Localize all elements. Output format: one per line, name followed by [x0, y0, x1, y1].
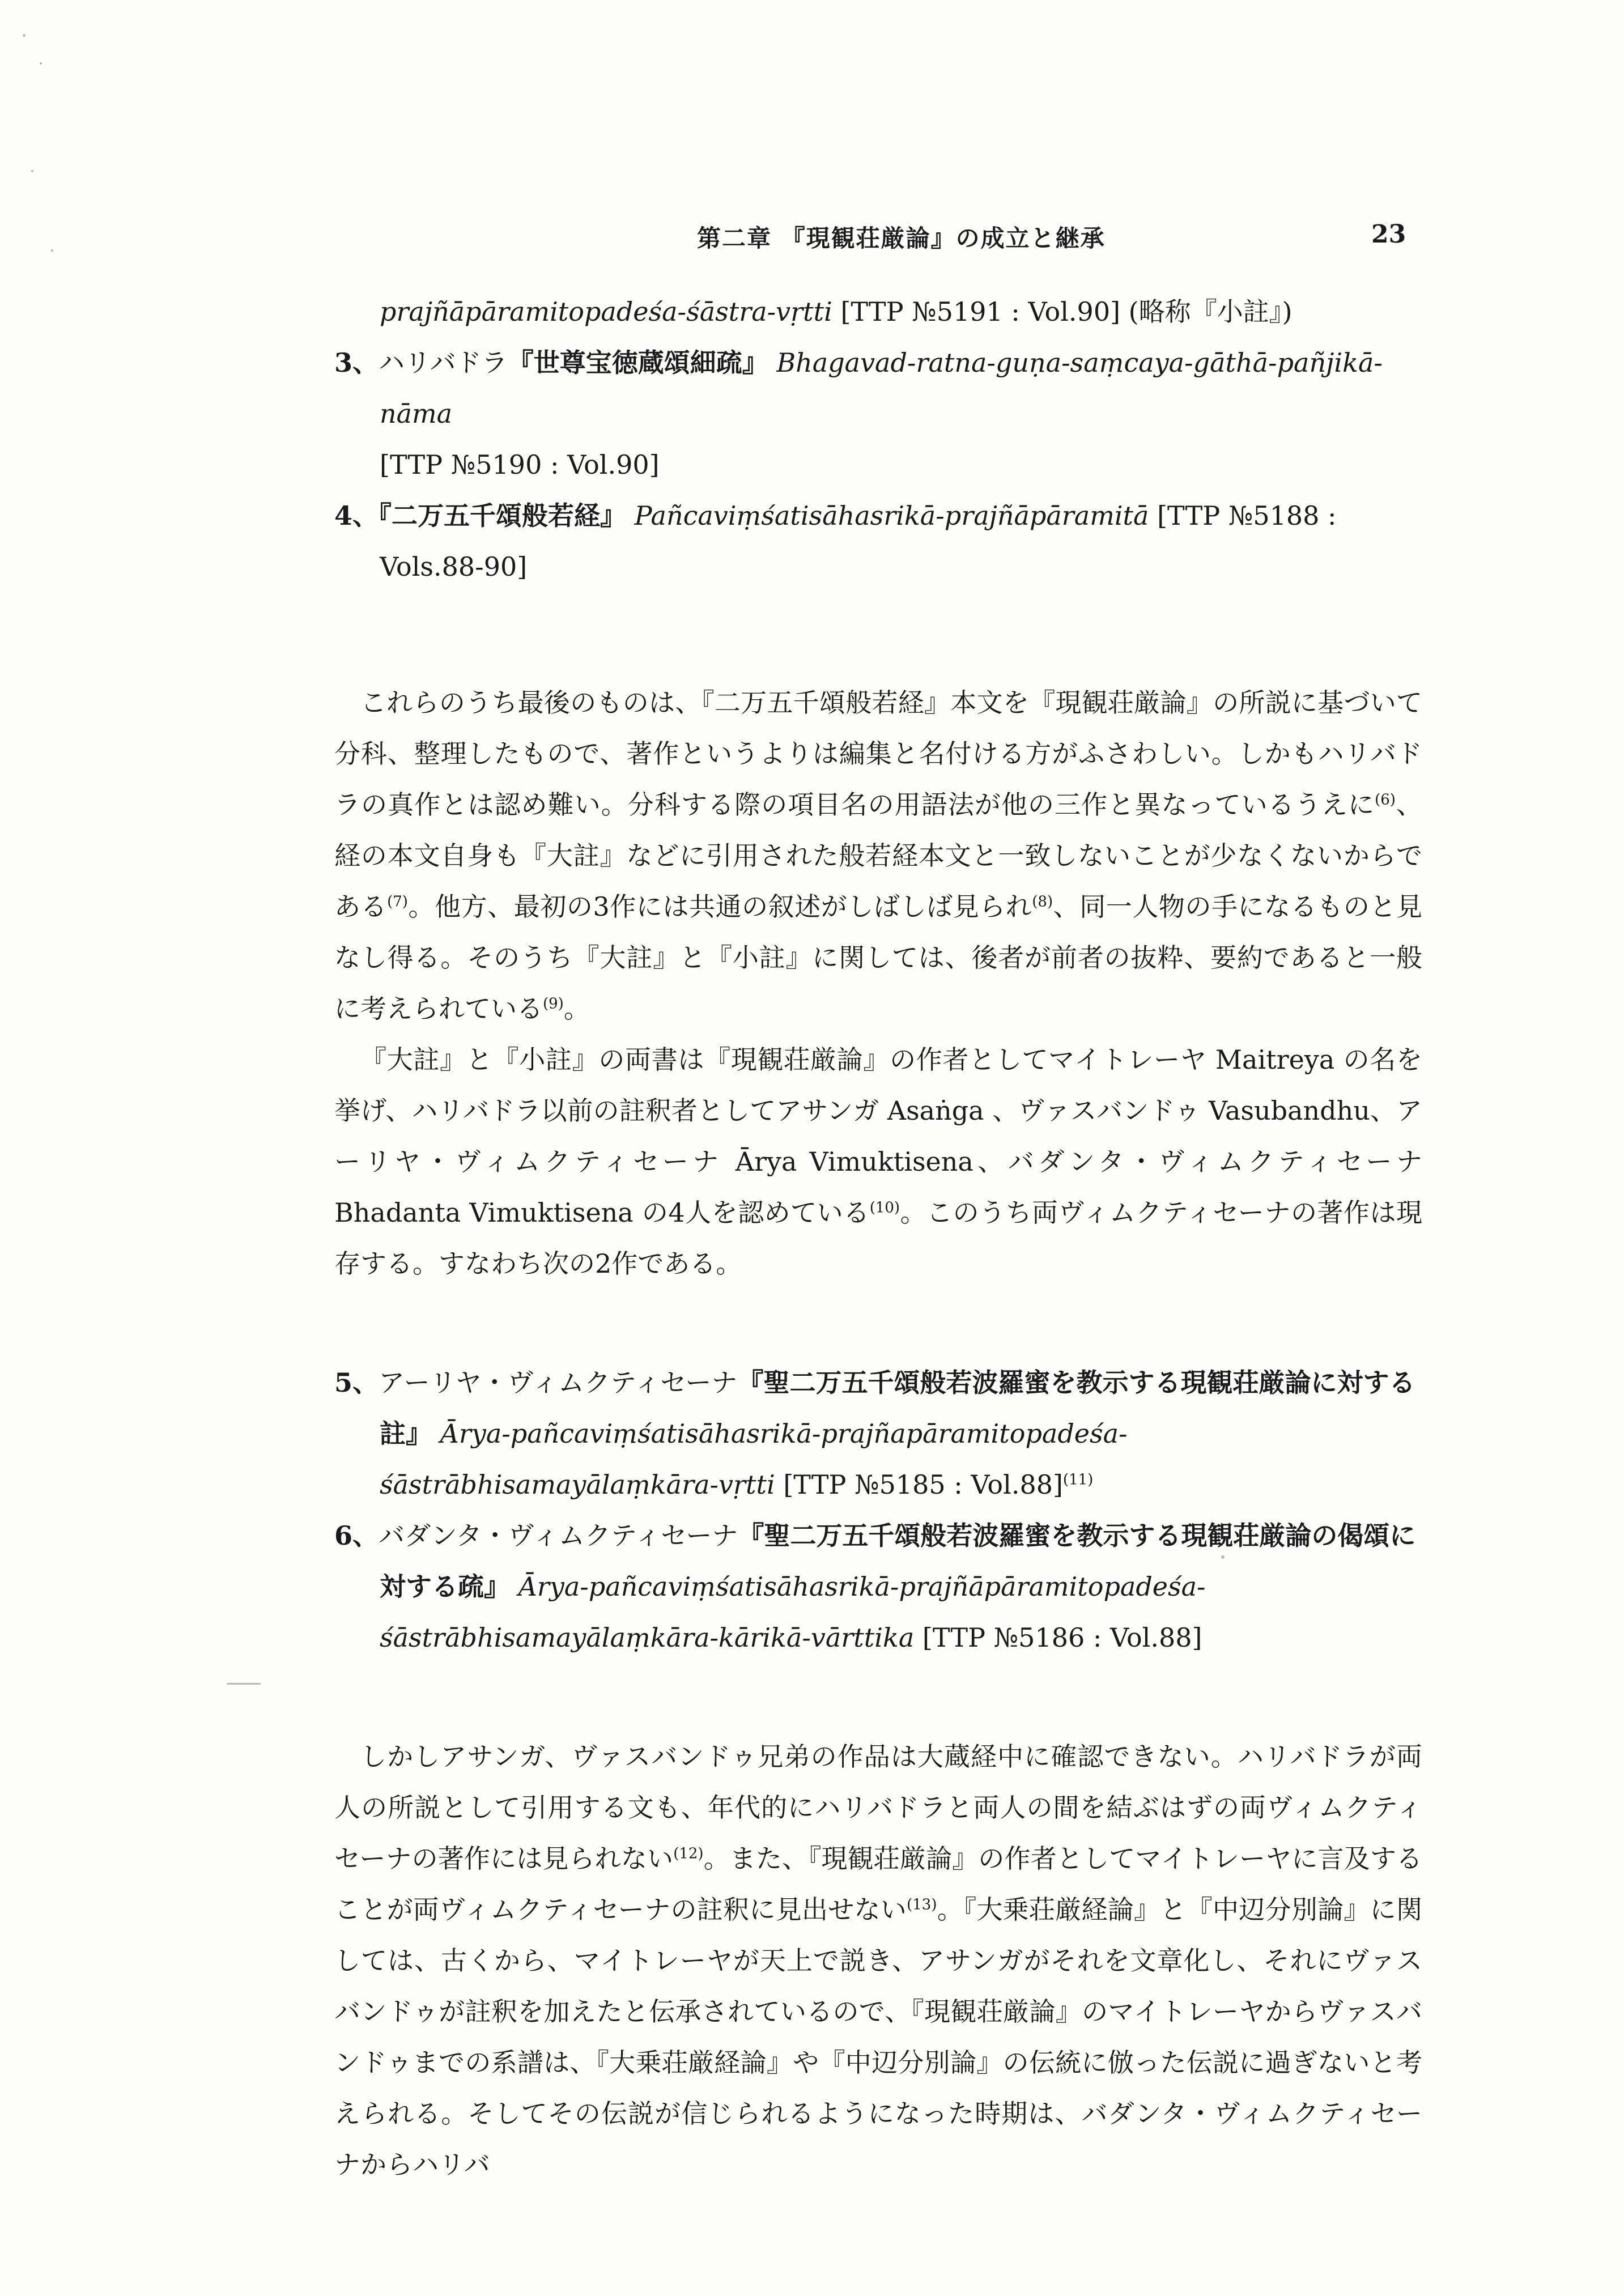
paragraph-text: 、経の本文自身も『大註』などに引用された般若経本文と一致しないことが少なくないからである [334, 789, 1423, 922]
work-title: 『聖二万五千頌般若波羅蜜を教示する現観荘厳論の偈頌に対する疏』 [380, 1520, 1416, 1602]
footnote-ref: (8) [1032, 893, 1053, 911]
list-item [334, 490, 1422, 592]
work-title: 『聖二万五千頌般若波羅蜜を教示する現観荘厳論に対する註』 [380, 1367, 1415, 1449]
paragraph-text: しかしアサンガ、ヴァスバンドゥ兄弟の作品は大蔵経中に確認できない。ハリバドラが両人の所説として引用する文も、年代的にハリバドラと両人の間を結ぶはずの両ヴィムクティセーナの著作には見られない [334, 1741, 1422, 1874]
paragraph-text: 。 [563, 993, 590, 1024]
paragraph [334, 677, 1422, 1034]
reference: [TTP №5191 : Vol.90] (略称『小註』) [832, 296, 1293, 327]
body-text [334, 286, 1422, 2190]
work-title: 『世尊宝徳蔵頌細疏』 [507, 347, 768, 378]
footnote-ref: (9) [543, 995, 564, 1013]
list-number: 6、 [334, 1520, 379, 1551]
footnote-ref: (7) [387, 893, 408, 911]
author-name: アーリヤ・ヴィムクティセーナ [379, 1367, 738, 1398]
scan-speck [40, 62, 42, 65]
scan-speck [23, 34, 25, 37]
reference: [TTP №5188 : Vols.88-90] [380, 500, 1337, 582]
sanskrit-title: Ārya-pañcaviṃśatisāhasrikā-prajñāpāramitopadeśa-śāstrābhisamayālaṃkāra-kārikā-vārttika [380, 1571, 1206, 1653]
scan-speck [31, 170, 33, 172]
scan-speck [227, 1683, 261, 1685]
author-name: バダンタ・ヴィムクティセーナ [379, 1520, 738, 1551]
reference: [TTP №5185 : Vol.88] [775, 1469, 1063, 1500]
list-item-continuation [334, 286, 1422, 337]
work-title: 『二万五千頌般若経』 [379, 500, 627, 531]
scan-speck [51, 249, 53, 252]
reference: [TTP №5190 : Vol.90] [380, 449, 660, 480]
paragraph [334, 1034, 1422, 1289]
sanskrit-title: prajñāpāramitopadeśa-śāstra-vṛtti [380, 296, 832, 327]
footnote-ref: (11) [1062, 1471, 1094, 1489]
paragraph [334, 1731, 1422, 2190]
paragraph-text: 。また、『現観荘厳論』の作者としてマイトレーヤに言及することが両ヴィムクティセーナの註釈に見出せない [334, 1843, 1422, 1925]
paragraph-text: 。他方、最初の3作には共通の叙述がしばしば見られ [407, 891, 1032, 922]
page-number: 23 [1371, 220, 1406, 249]
sanskrit-title: Bhagavad-ratna-guṇa-saṃcaya-gāthā-pañjikā-nāma [380, 347, 1383, 429]
list-number: 3、 [334, 347, 379, 378]
author-name: ハリバドラ [379, 347, 508, 378]
paragraph-text: 、同一人物の手になるものと見なし得る。そのうち『大註』と『小註』に関しては、後者が前者の抜粋、要約であると一般に考えられている [334, 891, 1422, 1024]
paragraph-text: 『大註』と『小註』の両書は『現観荘厳論』の作者としてマイトレーヤ Maitreya の名を挙げ、ハリバドラ以前の註釈者としてアサンガ Asaṅga 、ヴァスバンドゥ Vasubandhu、アーリヤ・ヴィムクティセーナ Ārya Vimuktisena、バダンタ・ヴィムクティセーナ Bhadanta Vimuktisena の4人を認めている [334, 1044, 1422, 1228]
spacer [334, 592, 1422, 677]
footnote-ref: (12) [673, 1845, 704, 1863]
paragraph-text: 。このうち両ヴィムクティセーナの著作は現存する。すなわち次の2作である。 [334, 1197, 1422, 1279]
reference: [TTP №5186 : Vol.88] [914, 1622, 1202, 1653]
footnote-ref: (13) [907, 1896, 937, 1914]
paragraph-text: これらのうち最後のものは、『二万五千頌般若経』本文を『現観荘厳論』の所説に基づいて分科、整理したもので、著作というよりは編集と名付ける方がふさわしい。しかもハリバドラの真作とは認め難い。分科する際の項目名の用語法が他の三作と異なっているうえに [334, 687, 1422, 820]
spacer [334, 1289, 1422, 1357]
list-item [334, 1357, 1422, 1510]
paragraph-text: 。『大乗荘厳経論』と『中辺分別論』に関しては、古くから、マイトレーヤが天上で説き、アサンガがそれを文章化し、それにヴァスバンドゥが註釈を加えたと伝承されているので、『現観荘厳論』のマイトレーヤからヴァスバンドゥまでの系譜は、『大乗荘厳経論』や『中辺分別論』の伝統に倣った伝説に過ぎないと考えられる。そしてその伝説が信じられるようになった時期は、バダンタ・ヴィムクティセーナからハリバ [334, 1894, 1422, 2180]
list-number: 5、 [334, 1367, 379, 1398]
list-item [334, 1510, 1422, 1663]
footnote-ref: (6) [1375, 791, 1396, 809]
sanskrit-title: Ārya-pañcaviṃśatisāhasrikā-prajñapāramitopadeśa-śāstrābhisamayālaṃkāra-vṛtti [380, 1418, 1128, 1500]
running-head: 第二章 『現観荘厳論』の成立と継承 [697, 224, 1106, 252]
sanskrit-title: Pañcaviṃśatisāhasrikā-prajñāpāramitā [634, 500, 1149, 531]
list-number: 4、 [334, 500, 379, 531]
footnote-ref: (10) [869, 1199, 900, 1217]
list-item [334, 337, 1422, 490]
spacer [334, 1663, 1422, 1731]
